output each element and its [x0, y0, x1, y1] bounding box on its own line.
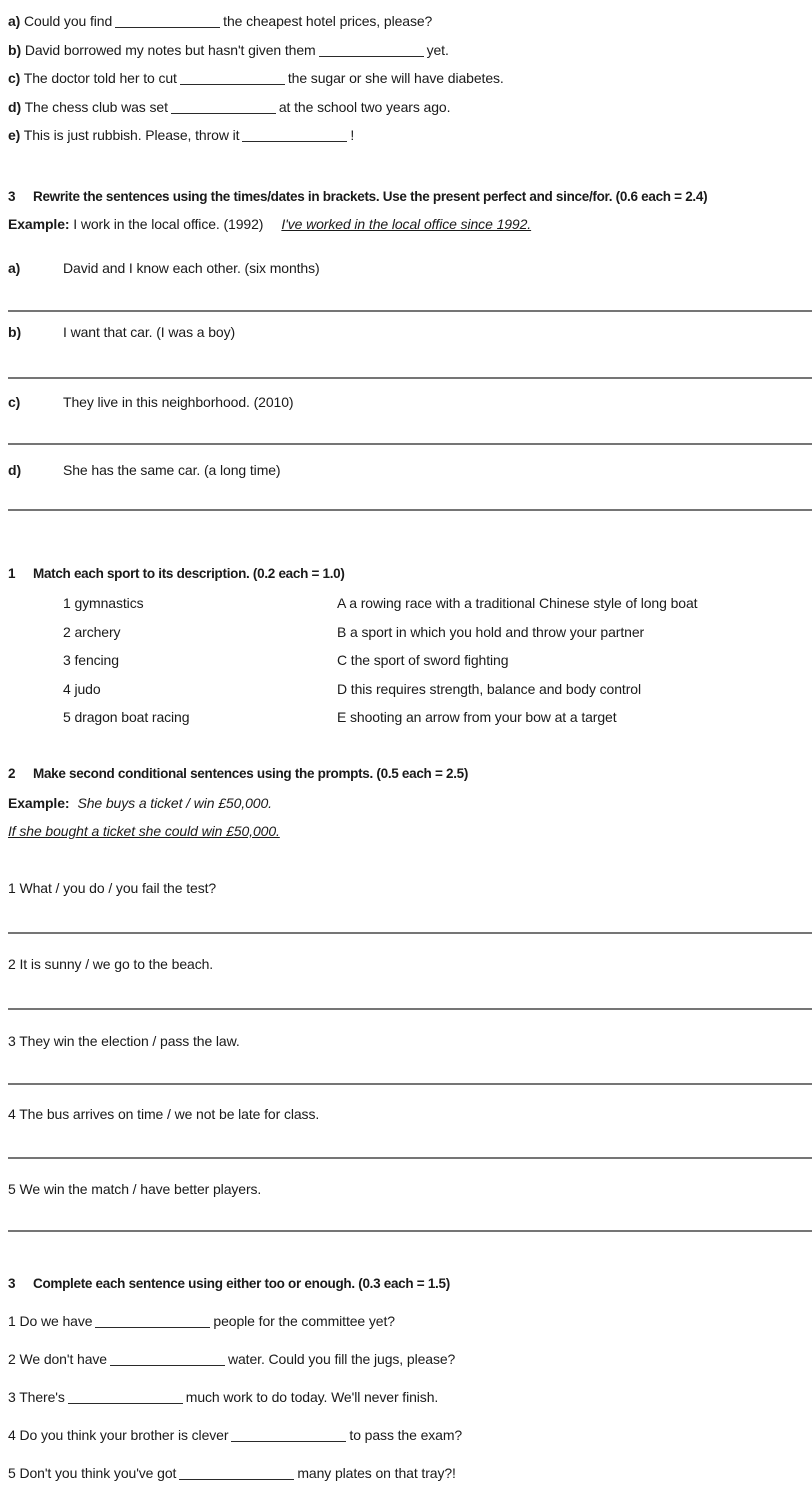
match-pair: [8, 652, 812, 669]
answer-blank[interactable]: [242, 129, 347, 142]
match-pair: [8, 595, 812, 612]
item-label: c): [8, 70, 21, 86]
example-line: [8, 216, 812, 233]
section-title-text: Rewrite the sentences using the times/dates in brackets. Use the present perfect and since/for. (0.6 each = 2.4): [33, 189, 708, 204]
example-answer-line: [8, 823, 812, 840]
conditional-item-3: 3 They win the election / pass the law.: [8, 1033, 240, 1049]
too-enough-item-2: [8, 1351, 812, 1368]
section-title: [8, 1275, 812, 1292]
example-line: [8, 795, 812, 812]
conditional-item-5: 5 We win the match / have better players.: [8, 1181, 262, 1197]
answer-line[interactable]: [8, 1083, 812, 1085]
section-match: [8, 565, 812, 726]
sport-name: 5 dragon boat racing: [63, 709, 190, 725]
sentence-post: !: [350, 127, 355, 143]
answer-blank[interactable]: [110, 1353, 225, 1366]
sentence-pre: 3 There's: [8, 1389, 65, 1405]
sentence-post: many plates on that tray?!: [297, 1465, 456, 1481]
item-text: I want that car. (I was a boy): [63, 324, 236, 340]
sentence-pre: 5 Don't you think you've got: [8, 1465, 177, 1481]
example-label: Example:: [8, 216, 70, 232]
item-label: a): [8, 260, 21, 276]
warmup-item-b: [8, 42, 812, 59]
sport-name: 4 judo: [63, 680, 101, 697]
sentence-post: yet.: [426, 41, 449, 58]
rewrite-item-b: [8, 324, 812, 341]
match-list: [8, 595, 812, 726]
sentence-pre: Could you find: [24, 13, 113, 29]
section-number: 1: [8, 566, 16, 581]
too-enough-item-1: [8, 1313, 812, 1330]
sport-name: 3 fencing: [63, 652, 119, 668]
sentence-pre: David borrowed my notes but hasn't given them: [24, 41, 316, 58]
answer-line[interactable]: [8, 1008, 812, 1010]
sentence-pre: The doctor told her to cut: [23, 70, 177, 86]
warmup-item-e: [8, 127, 812, 144]
sentence-post: the sugar or she will have diabetes.: [287, 70, 504, 86]
example-prompt: She buys a ticket / win £50,000.: [77, 795, 272, 811]
answer-line[interactable]: [8, 509, 812, 511]
section-number: 3: [8, 1276, 16, 1291]
sentence-post: people for the committee yet?: [213, 1313, 395, 1329]
warmup-item-a: [8, 13, 812, 30]
warmup-item-d: [8, 99, 812, 116]
answer-line[interactable]: [8, 377, 812, 379]
answer-blank[interactable]: [319, 44, 424, 57]
sentence-pre: 1 Do we have: [8, 1313, 93, 1329]
sport-description: A a rowing race with a traditional Chinese style of long boat: [337, 595, 698, 611]
example-label: Example:: [8, 795, 70, 811]
rewrite-item-a: [8, 260, 812, 277]
sentence-pre: This is just rubbish. Please, throw it: [23, 127, 240, 143]
sentence-pre: 2 We don't have: [8, 1351, 107, 1367]
sentence-pre: The chess club was set: [24, 98, 168, 115]
item-text: She has the same car. (a long time): [63, 462, 281, 478]
section-conditional: [8, 765, 812, 1232]
item-text: David and I know each other. (six months): [63, 260, 320, 276]
conditional-item-1: 1 What / you do / you fail the test?: [8, 880, 217, 896]
section-title: [8, 565, 812, 582]
warmup-item-c: [8, 70, 812, 87]
sport-description: C the sport of sword fighting: [337, 652, 509, 668]
sport-name: 1 gymnastics: [63, 595, 144, 611]
match-pair: [8, 681, 812, 698]
item-text: They live in this neighborhood. (2010): [63, 394, 294, 410]
sentence-post: water. Could you fill the jugs, please?: [227, 1351, 456, 1367]
sport-name: 2 archery: [63, 623, 121, 640]
answer-line[interactable]: [8, 1157, 812, 1159]
answer-blank[interactable]: [95, 1315, 210, 1328]
section-number: 3: [8, 189, 16, 204]
section-title: [8, 188, 812, 205]
answer-blank[interactable]: [171, 101, 276, 114]
rewrite-item-c: [8, 394, 812, 411]
item-label: d): [8, 98, 22, 115]
answer-line[interactable]: [8, 310, 812, 312]
section-warmup: [8, 13, 812, 144]
section-rewrite: [8, 188, 812, 511]
section-title: [8, 765, 812, 782]
rewrite-item-d: [8, 462, 812, 479]
conditional-item-4: 4 The bus arrives on time / we not be late for class.: [8, 1106, 320, 1122]
conditional-item-2: 2 It is sunny / we go to the beach.: [8, 956, 214, 972]
section-title-text: Make second conditional sentences using the prompts. (0.5 each = 2.5): [33, 766, 469, 781]
section-number: 2: [8, 766, 16, 781]
answer-blank[interactable]: [231, 1429, 346, 1442]
example-answer: If she bought a ticket she could win £50,000.: [8, 823, 280, 839]
item-label: b): [8, 41, 22, 58]
answer-blank[interactable]: [179, 1467, 294, 1480]
sport-description: E shooting an arrow from your bow at a target: [337, 709, 617, 725]
item-label: e): [8, 127, 21, 143]
match-pair: [8, 709, 812, 726]
too-enough-item-5: [8, 1465, 812, 1482]
sentence-post: the cheapest hotel prices, please?: [223, 13, 433, 29]
sentence-post: at the school two years ago.: [278, 98, 451, 115]
sentence-post: much work to do today. We'll never finish.: [185, 1389, 439, 1405]
sentence-post: to pass the exam?: [349, 1427, 463, 1443]
answer-blank[interactable]: [180, 72, 285, 85]
too-enough-item-4: [8, 1427, 812, 1444]
item-label: b): [8, 324, 22, 340]
sport-description: D this requires strength, balance and body control: [337, 680, 641, 697]
answer-line[interactable]: [8, 932, 812, 934]
item-label: c): [8, 394, 21, 410]
sport-description: B a sport in which you hold and throw your partner: [337, 623, 645, 640]
item-label: a): [8, 13, 21, 29]
section-too-enough: [8, 1275, 812, 1482]
example-answer: I've worked in the local office since 1992.: [281, 216, 532, 232]
sentence-pre: 4 Do you think your brother is clever: [8, 1427, 229, 1443]
item-label: d): [8, 462, 22, 478]
section-title-text: Complete each sentence using either too or enough. (0.3 each = 1.5): [33, 1276, 450, 1291]
answer-line[interactable]: [8, 443, 812, 445]
match-pair: [8, 624, 812, 641]
section-title-text: Match each sport to its description. (0.2 each = 1.0): [33, 566, 345, 581]
too-enough-list: [8, 1313, 812, 1482]
answer-blank[interactable]: [115, 15, 220, 28]
example-prompt: I work in the local office. (1992): [73, 216, 264, 232]
too-enough-item-3: [8, 1389, 812, 1406]
answer-line[interactable]: [8, 1230, 812, 1232]
answer-blank[interactable]: [68, 1391, 183, 1404]
